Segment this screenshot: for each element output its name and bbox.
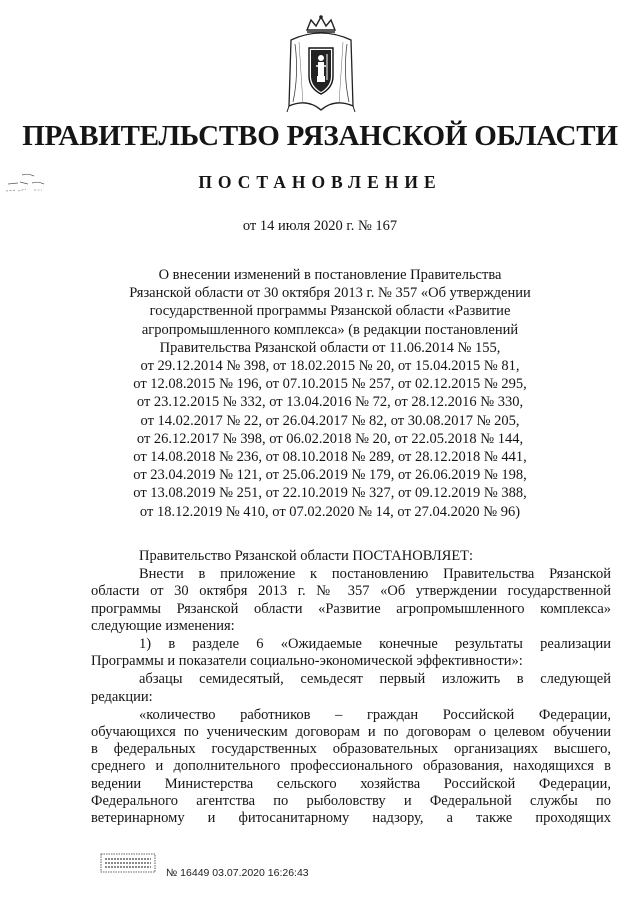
subject-line: от 26.12.2017 № 398, от 06.02.2018 № 20, от 22.05.2018 № 144, (136, 430, 524, 447)
document-body (91, 548, 611, 828)
body-line: Правительство Рязанской области ПОСТАНОВЛЯЕТ: (139, 548, 474, 564)
registration-stamp-icon (100, 852, 156, 874)
body-line: Федерального агентства по рыболовству и Федеральной службы по (91, 792, 611, 809)
subject-line: от 13.08.2019 № 251, от 22.10.2019 № 327, от 09.12.2019 № 388, (133, 485, 527, 502)
body-line: области от 30 октября 2013 г. № 357 «Об утверждении государственной (91, 583, 611, 600)
paragraph-amend (91, 566, 611, 635)
body-line: 1) в разделе 6 «Ожидаемые конечные результаты реализации (139, 636, 611, 653)
body-line: редакции: (91, 688, 153, 705)
document-date-number: от 14 июля 2020 г. № 167 (242, 218, 398, 234)
body-line: абзацы семидесятый, семьдесят первый изложить в следующей (139, 671, 611, 688)
subject-line: от 29.12.2014 № 398, от 18.02.2015 № 20, от 15.04.2015 № 81, (140, 358, 520, 375)
body-line: ветеринарному и фитосанитарному надзору, а также проходящих (91, 810, 611, 827)
subject-line: от 23.12.2015 № 332, от 13.04.2016 № 72, от 28.12.2016 № 330, (136, 394, 524, 411)
subject-line: Правительства Рязанской области от 11.06.2014 № 155, (159, 339, 501, 356)
subject-line: от 14.08.2018 № 236, от 08.10.2018 № 289, от 28.12.2018 № 441, (133, 449, 527, 466)
paragraph-abzacy (91, 671, 611, 705)
paragraph-quote (91, 707, 611, 827)
subject-line: от 14.02.2017 № 22, от 26.04.2017 № 82, от 30.08.2017 № 205, (140, 412, 520, 429)
coat-of-arms-icon (283, 14, 359, 114)
body-line: «количество работников – граждан Российской Федерации, (139, 706, 611, 723)
subject-line: агропромышленного комплекса» (в редакции постановлений (141, 321, 519, 338)
document-type: ПОСТАНОВЛЕНИЕ (198, 172, 442, 192)
subject-line: Рязанской области от 30 октября 2013 г. № 357 «Об утверждении (129, 285, 531, 302)
paragraph-item-1 (91, 636, 611, 670)
body-line: ведении Министерства сельского хозяйства Российской Федерации, (91, 775, 611, 792)
subject-line: от 12.08.2015 № 196, от 07.10.2015 № 257, от 02.12.2015 № 295, (133, 376, 527, 393)
body-line: программы Рязанской области «Развитие агропромышленного комплекса» (91, 600, 611, 617)
body-line: обучающихся по ученическим договорам и по договорам о целевом обучении (91, 724, 611, 741)
registration-number: № 16449 03.07.2020 16:26:43 (166, 867, 309, 879)
decree-subject (100, 266, 560, 521)
subject-line: государственной программы Рязанской области «Развитие (149, 303, 511, 320)
decree-statement (91, 548, 611, 565)
subject-line: от 23.04.2019 № 121, от 25.06.2019 № 179, от 26.06.2019 № 198, (133, 467, 527, 484)
body-line: следующие изменения: (91, 617, 235, 634)
body-line: среднего и дополнительного профессионального образования, находящихся в (91, 758, 611, 775)
body-line: Внести в приложение к постановлению Правительства Рязанской (139, 566, 611, 583)
subject-line: от 18.12.2019 № 410, от 07.02.2020 № 14, от 27.04.2020 № 96) (139, 503, 521, 520)
body-line: в федеральных государственных образовательных организациях высшего, (91, 741, 611, 758)
government-title: ПРАВИТЕЛЬСТВО РЯЗАНСКОЙ ОБЛАСТИ (22, 120, 618, 152)
body-line: Программы и показатели социально-экономической эффективности»: (91, 653, 523, 670)
subject-line: О внесении изменений в постановление Правительства (158, 267, 502, 283)
